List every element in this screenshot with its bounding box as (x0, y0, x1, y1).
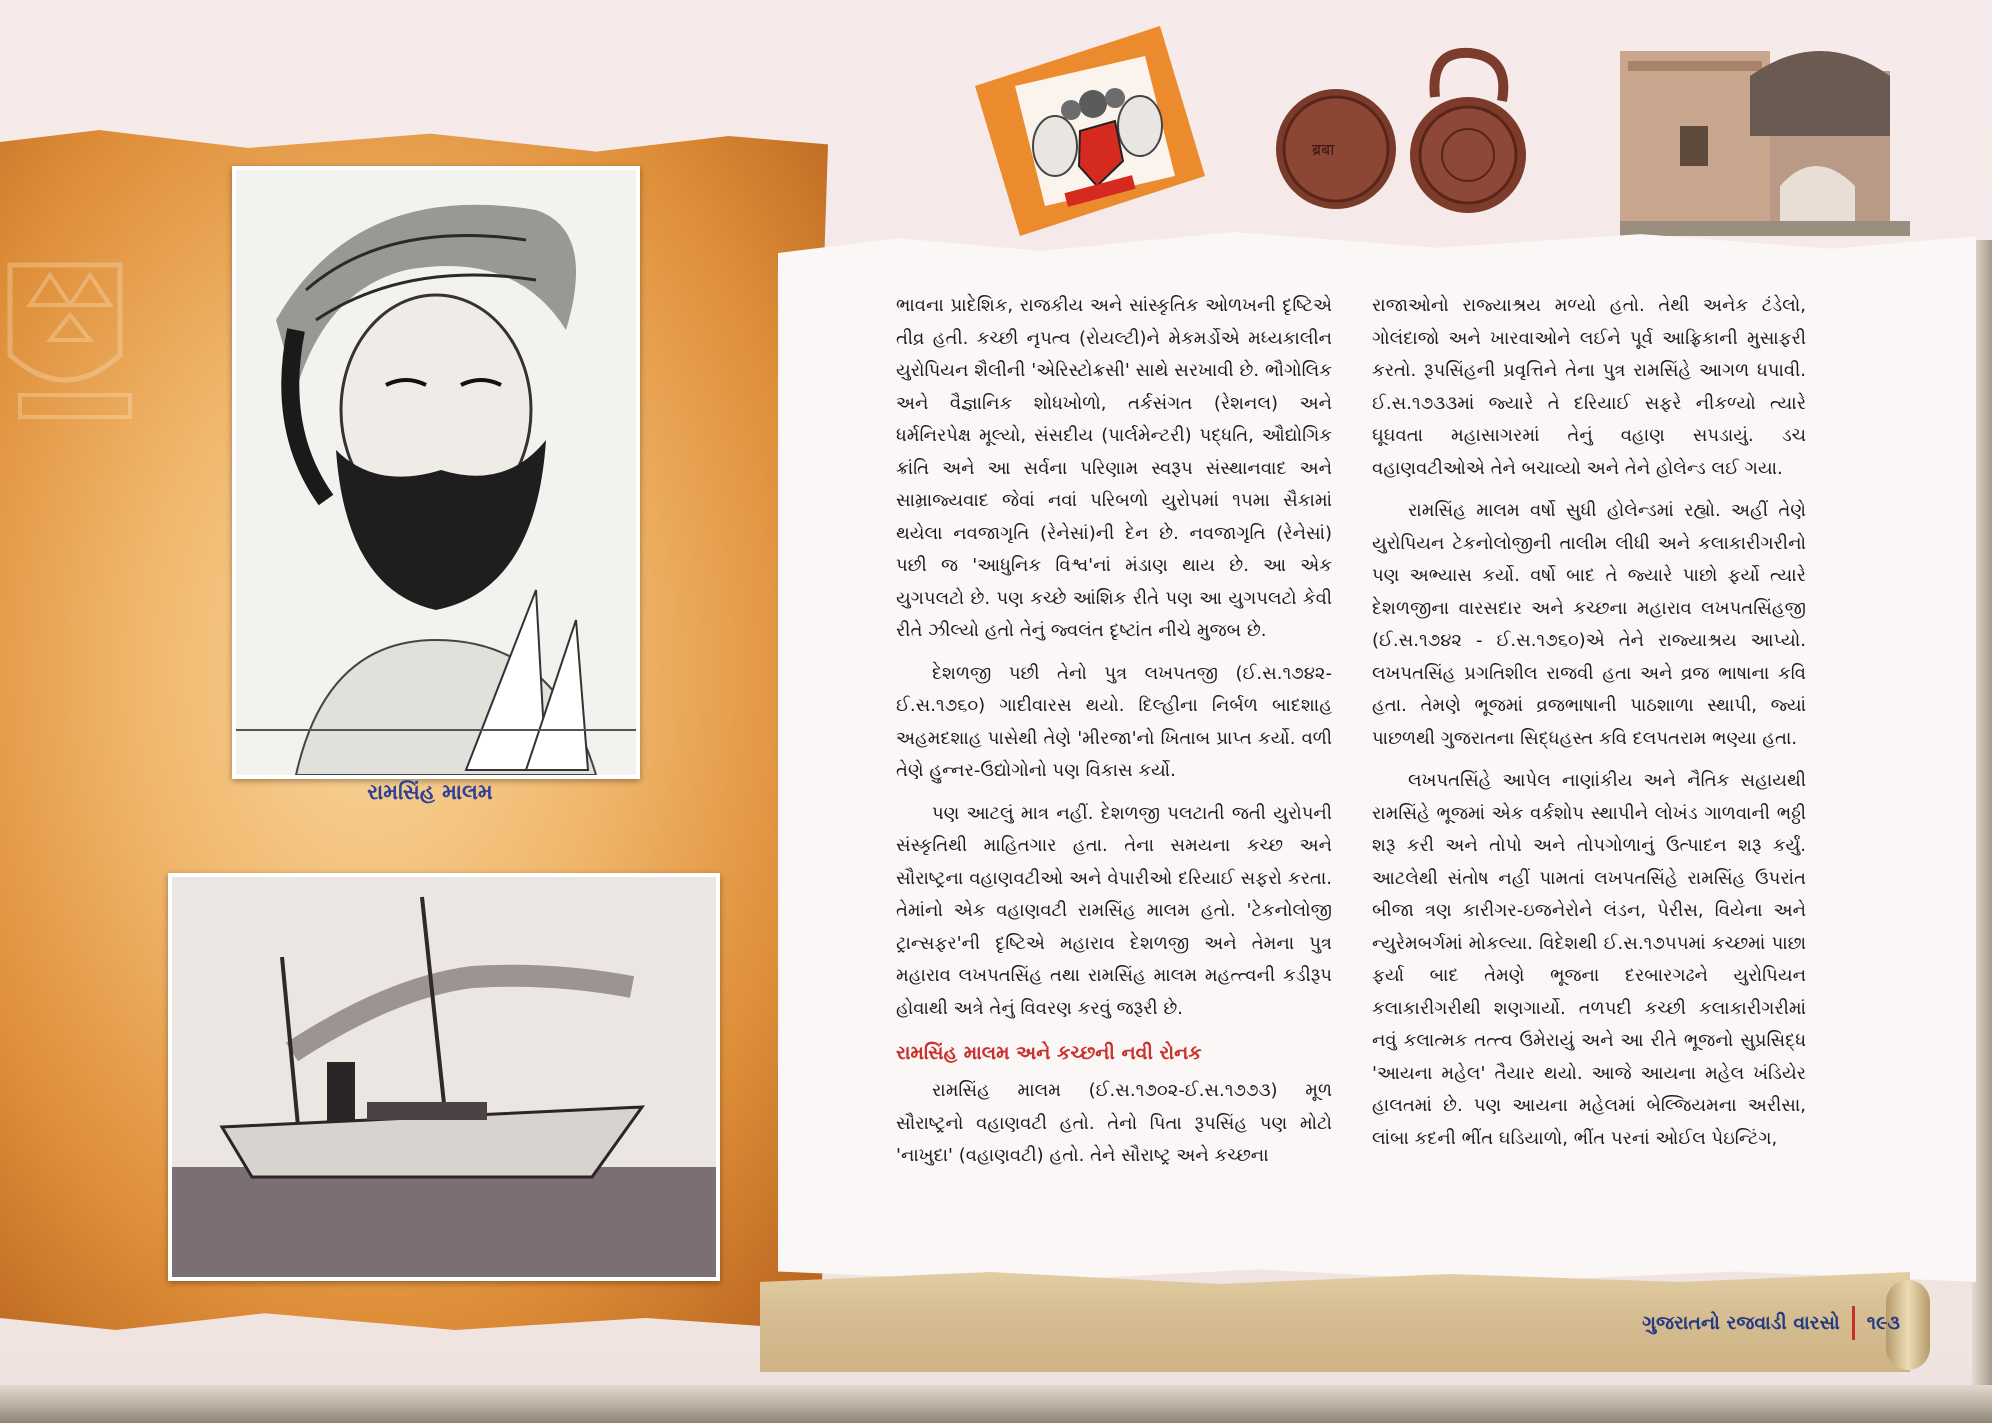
paragraph: રામસિંહ માલમ વર્ષો સુધી હોલેન્ડમાં રહ્યો. અહીં તેણે યુરોપિયન ટેકનોલોજીની તાલીમ લીધી અને કલાકારીગરીનો પણ અભ્યાસ કર્યો. વર્ષો બાદ તે જ્યારે પાછો ફર્યો ત્યારે દેશળજીના વારસદાર અને કચ્છના મહારાવ લખપતસિંહજી (ઈ.સ.૧૭૪૨ - ઈ.સ.૧૭૬૦)એ તેને રાજ્યાશ્રય આપ્યો. લખપતસિંહ પ્રગતિશીલ રાજવી હતા અને વ્રજ ભાષાના કવિ હતા. તેમણે ભૂજમાં વ્રજભાષાની પાઠશાળા સ્થાપી, જ્યાં પાછળથી ગુજરાતના સિદ્ધહસ્ત કવિ દલપતરામ ભણ્યા હતા. (1372, 500, 1806, 749)
coins-image (1270, 45, 1530, 215)
royal-emblem-image (975, 26, 1205, 236)
footer-divider (1852, 1306, 1855, 1340)
paragraph: પણ આટલું માત્ર નહીં. દેશળજી પલટાતી જતી યુરોપની સંસ્કૃતિથી માહિતગાર હતા. તેના સમયના કચ્છ અને સૌરાષ્ટ્રના વહાણવટીઓ અને વેપારીઓ દરિયાઈ સફરો કરતા. તેમાંનો એક વહાણવટી રામસિંહ માલમ હતો. 'ટેકનોલોજી ટ્રાન્સફર'ની દૃષ્ટિએ મહારાવ દેશળજી અને તેમના પુત્ર મહારાવ લખપતસિંહ તથા રામસિંહ માલમ મહત્ત્વની કડીરૂપ હોવાથી અત્રે તેનું વિવરણ કરવું જરૂરી છે. (896, 802, 1332, 1019)
article-right-column (1372, 290, 1806, 1165)
crest-watermark (0, 245, 180, 445)
article-left-column (896, 290, 1332, 1183)
steamship-photo (168, 873, 720, 1281)
portrait-ramsinh-malam (232, 166, 640, 779)
paragraph: રાજાઓનો રાજ્યાશ્રય મળ્યો હતો. તેથી અનેક ટંડેલો, ગોલંદાજો અને ખારવાઓને લઈને પૂર્વ આફ્રિકાની મુસાફરી કરતો. રૂપસિંહની પ્રવૃત્તિને તેના પુત્ર રામસિંહે આગળ ધપાવી. ઈ.સ.૧૭૩૩માં જ્યારે તે દરિયાઈ સફરે નીકળ્યો ત્યારે ઘૂઘવતા મહાસાગરમાં તેનું વહાણ સપડાયું. ડચ વહાણવટીઓએ તેને બચાવ્યો અને તેને હોલેન્ડ લઈ ગયા. (1372, 295, 1806, 479)
paragraph: લખપતસિંહે આપેલ નાણાંકીય અને નૈતિક સહાયથી રામસિંહે ભૂજમાં એક વર્કશોપ સ્થાપીને લોખંડ ગાળવાની ભઠ્ઠી શરૂ કરી અને તોપો અને તોપગોળાનું ઉત્પાદન શરૂ કર્યું. આટલેથી સંતોષ નહીં પામતાં લખપતસિંહે રામસિંહ ઉપરાંત બીજા ત્રણ કારીગર-ઇજનેરોને લંડન, પેરીસ, વિયેના અને ન્યુરેમબર્ગમાં મોકલ્યા. વિદેશથી ઈ.સ.૧૭૫૫માં કચ્છમાં પાછા ફર્યા બાદ તેમણે ભૂજના દરબારગઢને યુરોપિયન કલાકારીગરીથી શણગાર્યો. તળપદી કચ્છી કલાકારીગરીમાં નવું કલાત્મક તત્ત્વ ઉમેરાયું અને આ રીતે ભૂજનો સુપ્રસિદ્ધ 'આયના મહેલ' તૈયાર થયો. આજે આયના મહેલ ખંડિયેર હાલતમાં છે. પણ આયના મહેલમાં બેલ્જિયમના અરીસા, લાંબા કદની ભીંત ઘડિયાળો, ભીંત પરનાં ઓઈલ પેઇન્ટિંગ, (1372, 770, 1806, 1149)
svg-text:ब्रबा: ब्रबा (1312, 140, 1335, 159)
paragraph: દેશળજી પછી તેનો પુત્ર લખપતજી (ઈ.સ.૧૭૪૨-ઈ.સ.૧૭૬૦) ગાદીવારસ થયો. દિલ્હીના નિર્બળ બાદશાહ અહમદશાહ પાસેથી તેણે 'મીરજા'નો ખિતાબ પ્રાપ્ત કર્યો. વળી તેણે હુન્નર-ઉદ્યોગોનો પણ વિકાસ કર્યો. (896, 662, 1332, 781)
page-footer (1500, 1306, 1900, 1340)
portrait-caption: રામસિંહ માલમ (367, 780, 493, 804)
paragraph: ભાવના પ્રાદેશિક, રાજકીય અને સાંસ્કૃતિક ઓળખની દૃષ્ટિએ તીવ્ર હતી. કચ્છી નૃપત્વ (રોયલ્ટી)ને મેકમર્ડોએ મધ્યકાલીન યુરોપિયન શૈલીની 'એરિસ્ટોક્રસી' સાથે સરખાવી છે. ભૌગોલિક અને વૈજ્ઞાનિક શોધખોળો, તર્કસંગત (રેશનલ) અને ધર્મનિરપેક્ષ મૂલ્યો, સંસદીય (પાર્લમેન્ટરી) પદ્ધતિ, ઔદ્યોગિક ક્રાંતિ અને આ સર્વના પરિણામ સ્વરૂપ સંસ્થાનવાદ અને સામ્રાજ્યવાદ જેવાં નવાં પરિબળો યુરોપમાં ૧૫મા સૈકામાં થયેલા નવજાગૃતિ (રેનેસાં)ની દેન છે. નવજાગૃતિ (રેનેસાં) પછી જ 'આધુનિક વિશ્વ'નાં મંડાણ થાય છે. આ એક યુગપલટો છે. પણ કચ્છે આંશિક રીતે પણ આ યુગપલટો કેવી રીતે ઝીલ્યો હતો તેનું જ્વલંત દૃષ્ટાંત નીચે મુજબ છે. (896, 295, 1332, 641)
section-heading: રામસિંહ માલમ અને કચ્છની નવી રોનક (896, 1042, 1202, 1064)
paragraph: રામસિંહ માલમ (ઈ.સ.૧૭૦૨-ઈ.સ.૧૭૭૩) મૂળ સૌરાષ્ટ્રનો વહાણવટી હતો. તેનો પિતા રૂપસિંહ પણ મોટો 'નાખુદા' (વહાણવટી) હતો. તેને સૌરાષ્ટ્ર અને કચ્છના (896, 1080, 1332, 1166)
book-title: ગુજરાતનો રજવાડી વારસો (1642, 1312, 1840, 1334)
page-number: ૧૯૩ (1866, 1312, 1900, 1334)
book-bottom-edge (0, 1385, 1992, 1423)
monument-image (1620, 36, 1910, 236)
